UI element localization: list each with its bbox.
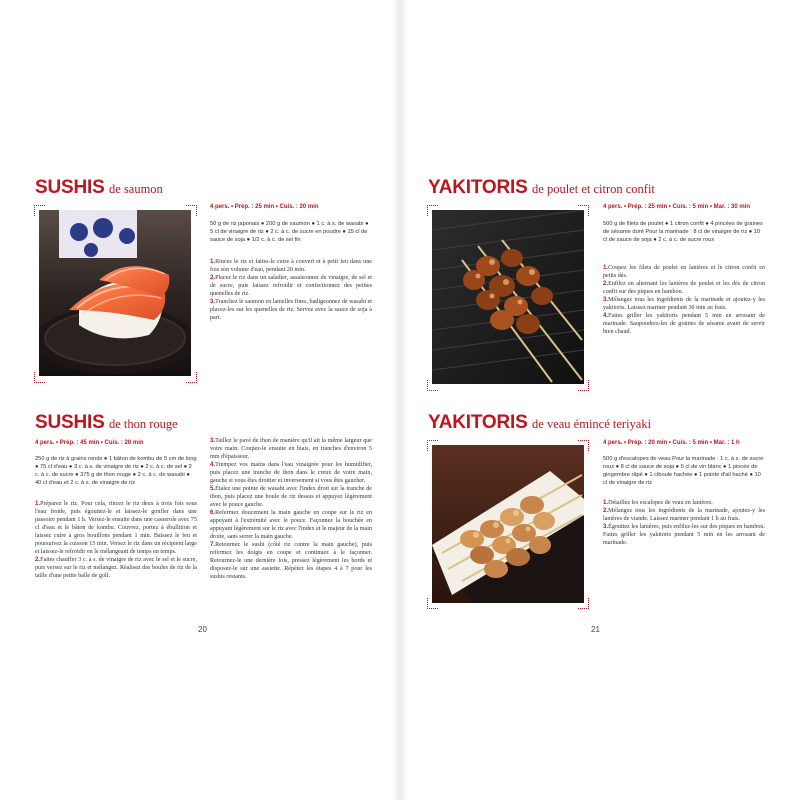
recipe-meta: 4 pers. • Prép. : 25 min • Cuis. : 20 min bbox=[210, 204, 319, 210]
page-number: 21 bbox=[591, 625, 600, 634]
recipe-steps bbox=[603, 499, 765, 547]
step-2: 2.Placez le riz dans un saladier, assaisonnez de vinaigre, de sel et de sucre, puis laissez refroidir et confectionnez des petites quenelles de riz. bbox=[210, 274, 372, 297]
chicken-yakitori-photo bbox=[432, 210, 584, 384]
step-3: 3.Égouttez les lanières, puis enfilez-les sur des piques en bambou. Faites griller les yakitoris pendant 5 min en les arrosant de marinade. bbox=[603, 523, 765, 546]
step-6: 6.Refermez doucement la main gauche en coupe sur le riz en appuyant à l'extrémité avec le pouce. Façonnez la bouchée en appuyant légèrement sur le riz avec l'index et le majeur de la main droite, sans serrer la main gauche. bbox=[210, 509, 372, 540]
step-1: 1.Détaillez les escalopes de veau en lanières. bbox=[603, 499, 713, 506]
ingredients-list: 50 g de riz japonais ● 200 g de saumon ● 1 c. à s. de wasabi ● 5 cl de vinaigre de riz ● 2 c. à c. de sucre en poudre ● 15 cl de sauce de soja ● 1/2 c. à c. de sel fin bbox=[210, 221, 369, 244]
recipe-steps bbox=[603, 264, 765, 336]
step-1: 1.Coupez les filets de poulet en lanières et le citron confit en petits dés. bbox=[603, 264, 765, 279]
step-3: 3.Tranchez le saumon en lamelles fines, badigeonnez de wasabi et placez-les sur les quenelles de riz. Servez avec la sauce de soja à part. bbox=[210, 298, 372, 321]
step-2: 2.Faites chauffer 3 c. à s. de vinaigre de riz avec le sel et le sucre, puis versez sur le riz et mélangez. Réalisez des boules de riz de la taille d'une petite balle de golf. bbox=[35, 556, 197, 579]
step-1: 1.Rincez le riz et faites-le cuire à couvert et à petit feu dans une fois son volume d'eau, pendant 20 min. bbox=[210, 258, 372, 273]
recipe-title-sushis-saumon: SUSHIS de saumon bbox=[35, 177, 163, 198]
step-3: 3.Mélangez tous les ingrédients de la marinade et ajoutez-y les yakitoris. Laissez mariner pendant 30 min au frais. bbox=[603, 296, 765, 311]
recipe-title-sushis-thon: SUSHIS de thon rouge bbox=[35, 412, 178, 433]
step-4: 4.Faites griller les yakitoris pendant 5 min en arrosant de marinade. Saupoudrez-les de graines de sésame avant de servir bien chaud. bbox=[603, 312, 765, 335]
step-2: 2.Mélangez tous les ingrédients de la marinade, ajoutez-y les lanières de viande. Laissez mariner pendant 1 h au frais. bbox=[603, 507, 765, 522]
ingredients-list: 500 g d'escalopes de veau Pour la marinade : 1 c. à s. de sucre roux ● 8 cl de sauce de soja ● 5 cl de vin blanc ● 1 pincée de gingembre râpé ● 1 ciboule hachée ● 1 pointe d'ail haché ● 10 cl de vinaigre de riz bbox=[603, 456, 764, 487]
recipe-steps-col1 bbox=[35, 500, 197, 580]
salmon-sushi-photo bbox=[39, 210, 191, 376]
recipe-meta: 4 pers. • Prép. : 20 min • Cuis. : 5 min • Mar. : 1 h bbox=[603, 440, 740, 446]
step-1: 1.Préparez le riz. Pour cela, rincez le riz deux à trois fois sous l'eau froide, puis égouttez-le et laissez-le gonfler dans une passoire pendant 1 h. Versez-le ensuite dans une casserole avec 75 cl d'eau et le bâton de kombu. Couvrez, portez à ébullition et laissez cuire à gros bouillons pendant 1 min. Baissez le feu et poursuivez la cuisson 15 min. Versez le riz dans un récipient large et laissez-le refroidir en le mélangeant de temps en temps. bbox=[35, 500, 197, 555]
step-7: 7.Retournez le sushi (côté riz contre la main gauche), puis refermez les doigts en coupe et continuez à le façonner. Retournez-le une dernière fois, pressez légèrement les bords et disposez-le sur une assiette. Répétez les étapes 4 à 7 pour les sushis restants. bbox=[210, 541, 372, 580]
ingredients-list: 250 g de riz à grains ronds ● 1 bâton de kombu de 5 cm de long ● 75 cl d'eau ● 3 c. à s. de vinaigre de riz ● 2 c. à c. de sel ● 2 c. à c. de sucre ● 375 g de thon rouge ● 2 c. à c. de wasabi ● 40 cl d'eau et 2 c. à s. de vinaigre de riz bbox=[35, 456, 197, 487]
right-page bbox=[400, 0, 800, 800]
recipe-title-yakitoris-poulet: YAKITORIS de poulet et citron confit bbox=[428, 177, 655, 198]
recipe-steps-col2 bbox=[210, 437, 372, 581]
step-5: 5.Étalez une pointe de wasabi avec l'index droit sur la tranche de thon, puis placez une boule de riz dessus et appuyez légèrement avec le pouce gauche. bbox=[210, 485, 372, 508]
step-3: 3.Taillez le pavé de thon de manière qu'il ait la même largeur que votre main. Coupez-le ensuite en biais, en tranches d'environ 5 mm d'épaisseur. bbox=[210, 437, 372, 460]
recipe-meta: 4 pers. • Prép. : 45 min • Cuis. : 20 min bbox=[35, 440, 144, 446]
veal-yakitori-photo bbox=[432, 445, 584, 603]
recipe-meta: 4 pers. • Prép. : 25 min • Cuis. : 5 min • Mar. : 30 min bbox=[603, 204, 751, 210]
recipe-steps bbox=[210, 258, 372, 322]
recipe-title-yakitoris-veau: YAKITORIS de veau émincé teriyaki bbox=[428, 412, 652, 433]
step-2: 2.Enfilez en alternant les lanières de poulet et les dés de citron confit sur des piques en bambou. bbox=[603, 280, 765, 295]
ingredients-list: 500 g de filets de poulet ● 1 citron confit ● 4 pincées de graines de sésame doré Pour la marinade : 8 cl de vinaigre de riz ● 10 cl de sauce de soja ● 2 c. à c. de sucre roux bbox=[603, 221, 763, 244]
page-number: 20 bbox=[198, 625, 207, 634]
step-4: 4.Trempez vos mains dans l'eau vinaigrée pour les humidifier, puis placez une tranche de thon dans le creux de votre main, gauche si vous êtes droitier et inversement si vous êtes gaucher. bbox=[210, 461, 372, 484]
